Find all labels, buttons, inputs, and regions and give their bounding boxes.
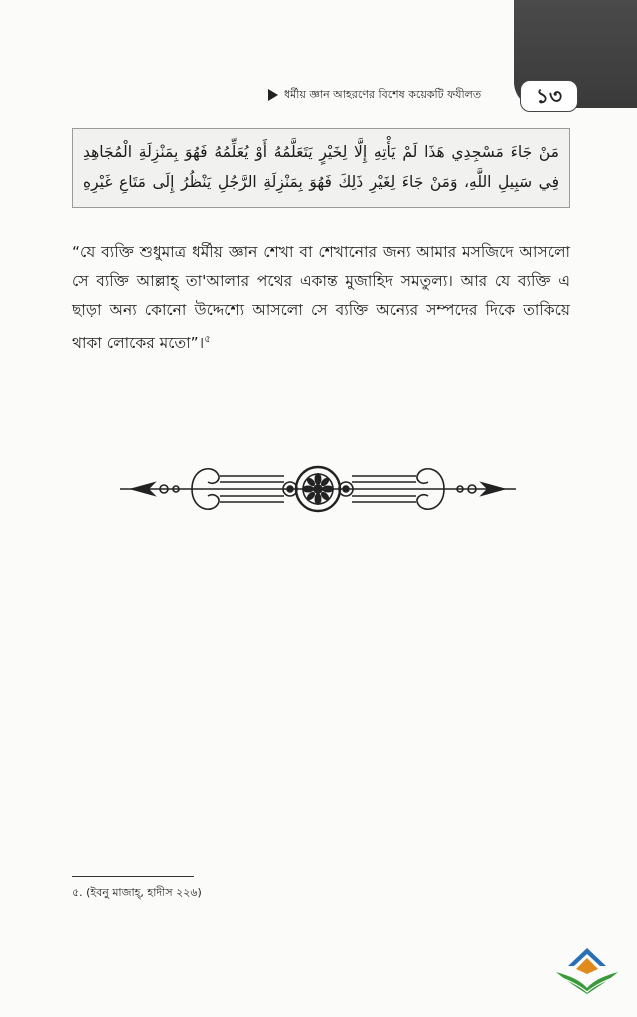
footnote: ৫. (ইবনু মাজাহ্, হাদীস ২২৬) [72,886,202,899]
translation-text: “যে ব্যক্তি শুধুমাত্র ধর্মীয় জ্ঞান শেখা বা শেখানোর জন্য আমার মসজিদে আসলো সে ব্যক্তি আল্লাহ্ তা'আলার পথের একান্ত মুজাহিদ সমতুল্য। আর যে ব্যক্তি এ ছাড়া অন্য কোনো উদ্দেশ্যে আসলো সে ব্যক্তি অন্যের সম্পদের দিকে তাকিয়ে থাকা লোকের মতো”। [72,243,570,353]
hadith-translation [72,238,570,358]
footnote-reference: ৫ [204,334,211,345]
publisher-logo-icon [552,944,622,996]
ornamental-divider-icon [120,456,516,522]
running-header [268,84,510,106]
footnote-divider [72,876,194,877]
play-arrow-icon [268,89,278,101]
running-header-title: ধর্মীয় জ্ঞান আহরণের বিশেষ কয়েকটি ফযীলত [284,87,482,101]
arabic-hadith-box: مَنْ جَاءَ مَسْجِدِي هَذَا لَمْ يَأْتِهِ إِلَّا لِخَيْرٍ يَتَعَلَّمُهُ أَوْ يُعَلِّمُهُ فَهُوَ بِمَنْزِلَةِ الْمُجَاهِدِ فِي سَبِيلِ اللَّهِ، وَمَنْ جَاءَ لِغَيْرِ ذَلِكَ فَهُوَ بِمَنْزِلَةِ الرَّجُلِ يَنْظُرُ إِلَى مَتَاعِ غَيْرِهِ [72,128,570,208]
page-number: ১৩ [520,80,578,112]
